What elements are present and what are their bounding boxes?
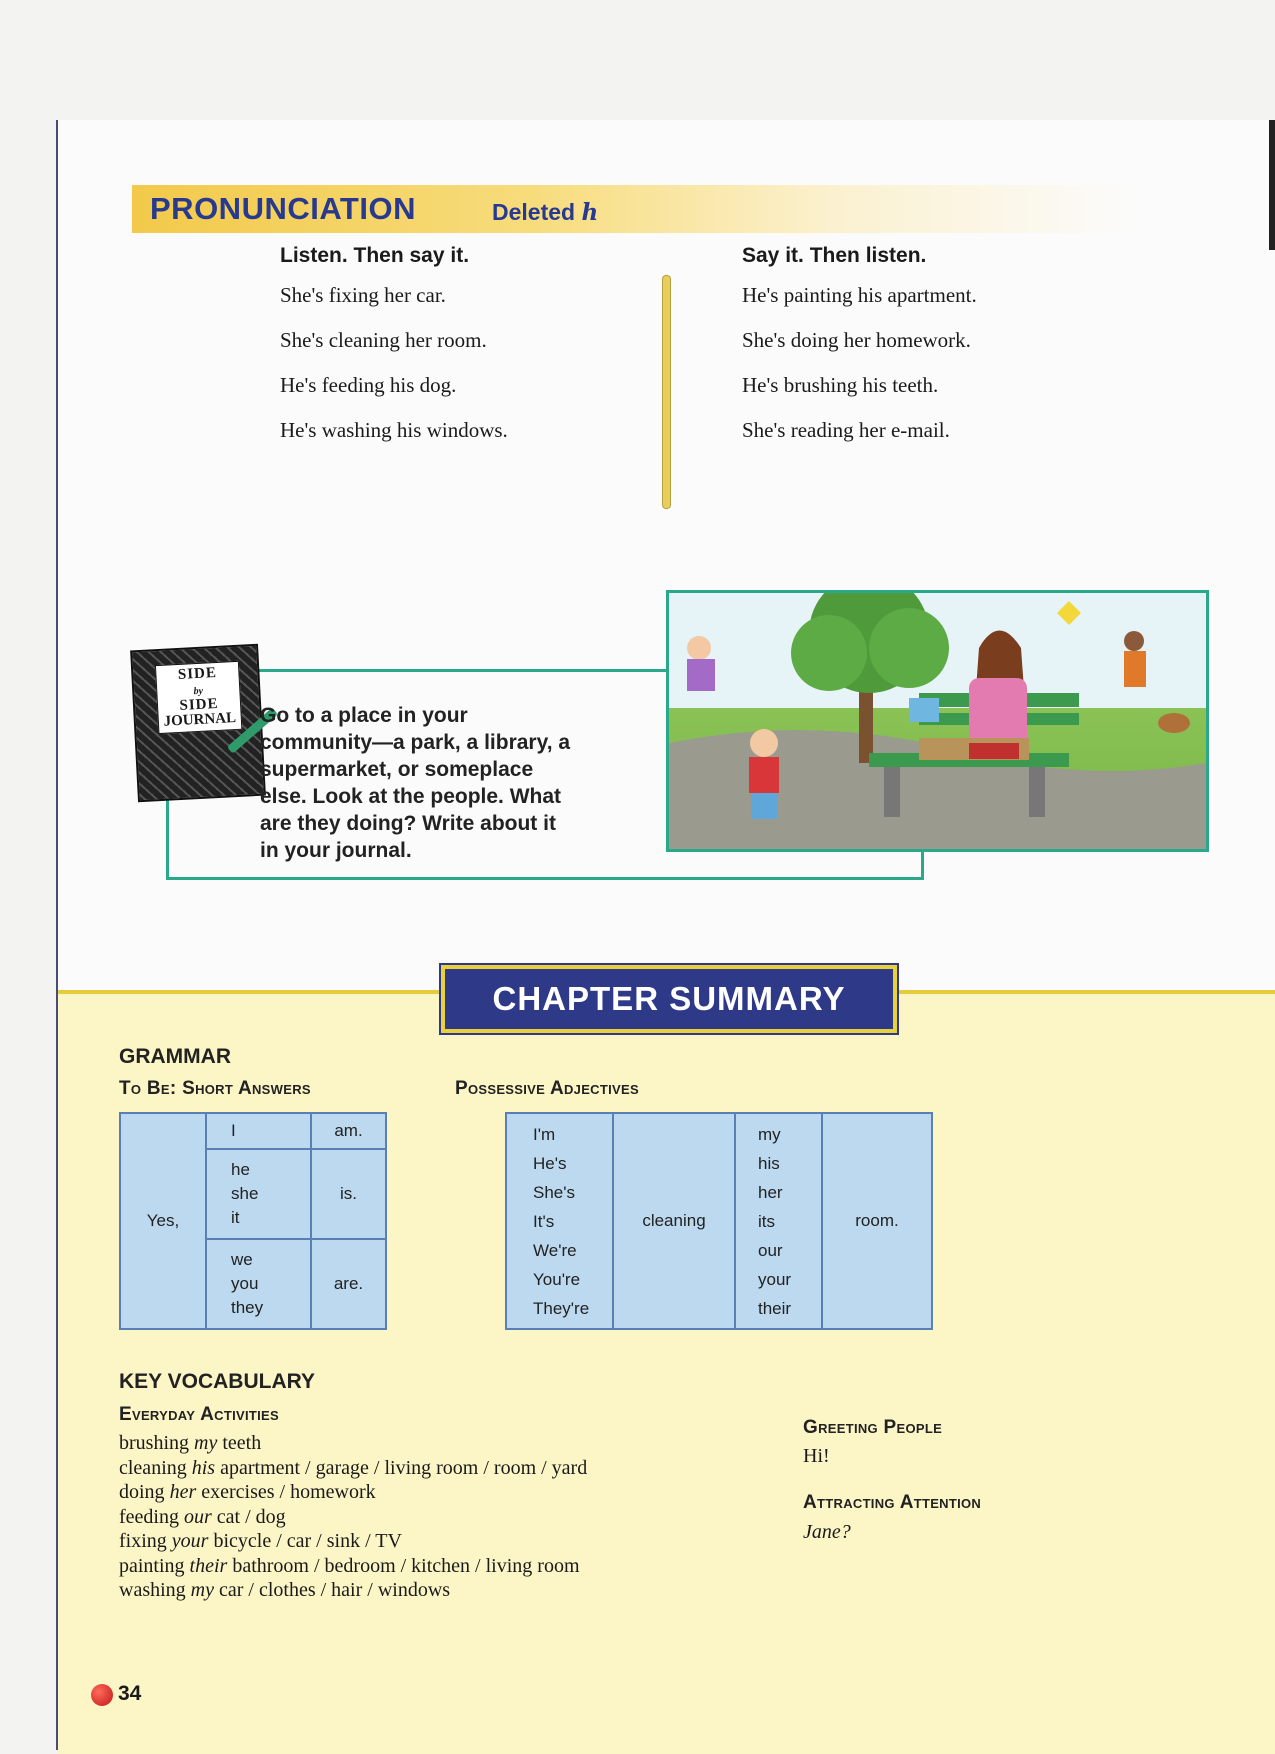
park-scene-illustration (666, 590, 1209, 852)
subject-shes: She's (533, 1182, 575, 1202)
vocab-objects: teeth (217, 1432, 262, 1454)
page-marker-icon (91, 1684, 113, 1706)
book-on-bench (969, 743, 1019, 759)
attracting-text: Jane? (803, 1521, 851, 1543)
right-column-heading: Say it. Then listen. (742, 244, 927, 267)
adj-his: his (758, 1153, 780, 1173)
boy-shorts (751, 793, 777, 819)
short-answers-table (119, 1112, 387, 1330)
bench-leg-2 (1029, 767, 1045, 817)
object-room: room. (822, 1113, 932, 1329)
vocab-verb: feeding (119, 1505, 184, 1528)
possessive-title: Possessive Adjectives (455, 1078, 639, 1099)
woman-shirt (969, 678, 1027, 748)
vocab-item (119, 1554, 587, 1579)
verb-am: am. (311, 1113, 386, 1149)
pronunciation-subtitle (492, 199, 598, 226)
bench-leg (884, 767, 900, 817)
man-shirt (1124, 651, 1146, 687)
page-number (118, 1682, 141, 1706)
greeting-people-title: Greeting People (803, 1417, 943, 1438)
girl-shirt (687, 659, 715, 691)
adj-their: their (758, 1298, 792, 1318)
vocab-possessive: his (191, 1456, 216, 1479)
verb-are: are. (311, 1239, 386, 1329)
adj-her: her (758, 1182, 783, 1202)
journal-label-by: by (193, 685, 204, 698)
grammar-heading: GRAMMAR (119, 1045, 231, 1068)
right-line-1: He's painting his apartment. (742, 283, 977, 307)
possessive-table (505, 1112, 933, 1330)
vocab-verb: brushing (119, 1432, 194, 1454)
pronunciation-banner (132, 185, 1132, 233)
adj-our: our (758, 1240, 783, 1260)
pronunciation-title: PRONUNCIATION (150, 191, 416, 226)
verb-cleaning: cleaning (613, 1113, 735, 1329)
subjects-he-she-it: he she it (206, 1149, 311, 1239)
adj-your: your (758, 1269, 792, 1289)
subtitle-prefix: Deleted (492, 199, 576, 225)
subtitle-letter: h (581, 199, 599, 226)
subject-i: I (206, 1113, 311, 1149)
left-line-3: He's feeding his dog. (280, 373, 457, 397)
journal-notebook-icon (130, 644, 266, 802)
vocab-possessive: their (189, 1554, 228, 1577)
right-line-2: She's doing her homework. (742, 328, 971, 352)
chapter-summary-banner: CHAPTER SUMMARY (441, 965, 897, 1033)
page-number-text: 34 (118, 1682, 142, 1705)
subject-im: I'm (533, 1124, 556, 1144)
vocab-verb: cleaning (119, 1456, 192, 1479)
vocab-possessive: our (183, 1505, 212, 1528)
man-head (1124, 631, 1144, 651)
vocab-objects: bicycle / car / sink / TV (208, 1530, 402, 1552)
kite (1057, 601, 1081, 625)
left-line-1: She's fixing her car. (280, 283, 446, 307)
possessive-adjectives (735, 1113, 822, 1329)
vocab-verb: painting (119, 1554, 190, 1577)
column-divider (662, 275, 671, 509)
vocab-possessive: her (169, 1481, 197, 1503)
left-line-2: She's cleaning her room. (280, 328, 487, 352)
subjects-we-you-they: we you they (206, 1239, 311, 1329)
subject-hes: He's (533, 1153, 567, 1173)
dog (1158, 713, 1190, 733)
park-scene-svg (669, 593, 1206, 849)
vocab-item (119, 1480, 587, 1505)
vocab-item (119, 1456, 587, 1481)
scan-edge (1269, 120, 1275, 250)
textbook-page (56, 120, 1275, 1750)
vocab-verb: washing (119, 1579, 191, 1601)
vocab-possessive: my (194, 1432, 218, 1454)
greeting-text: Hi! (803, 1445, 830, 1467)
book-reading (909, 698, 939, 722)
vocab-item (119, 1505, 587, 1530)
subject-its: It's (533, 1211, 555, 1231)
journal-prompt: Go to a place in your community—a park, a library, a supermarket, or someplace else. Look at the people. What are they doing? Write about it in your journal. (260, 704, 571, 862)
vocab-verb: doing (119, 1481, 170, 1503)
right-line-4: She's reading her e-mail. (742, 418, 950, 442)
vocab-item (119, 1431, 587, 1456)
everyday-activities-list (119, 1431, 587, 1603)
adj-my: my (758, 1124, 781, 1144)
adj-its: its (758, 1211, 775, 1231)
verb-is: is. (311, 1149, 386, 1239)
journal-label (155, 661, 242, 734)
boy-shirt (749, 757, 779, 793)
journal-label-side: SIDE (177, 664, 218, 683)
everyday-activities-title: Everyday Activities (119, 1404, 279, 1425)
boy-head (750, 729, 778, 757)
possessive-subjects (506, 1113, 613, 1329)
tree-canopy-right (869, 608, 949, 688)
short-answers-title: To Be: Short Answers (119, 1078, 311, 1099)
key-vocabulary-heading: KEY VOCABULARY (119, 1370, 316, 1393)
attracting-attention-title: Attracting Attention (803, 1492, 982, 1513)
vocab-objects: cat / dog (211, 1505, 286, 1528)
girl-head (687, 636, 711, 660)
tree-canopy-left (791, 615, 867, 691)
vocab-item (119, 1578, 587, 1603)
yes-cell: Yes, (120, 1113, 206, 1329)
vocab-objects: exercises / homework (196, 1481, 376, 1503)
vocab-objects: apartment / garage / living room / room / yard (215, 1456, 588, 1479)
subject-theyre: They're (533, 1298, 590, 1318)
subject-were: We're (533, 1240, 577, 1260)
subject-youre: You're (533, 1269, 581, 1289)
vocab-verb: fixing (119, 1530, 172, 1552)
journal-label-side-2: SIDE (179, 695, 219, 714)
right-line-3: He's brushing his teeth. (742, 373, 939, 397)
vocab-possessive: my (190, 1579, 214, 1601)
vocab-item (119, 1529, 587, 1554)
left-line-4: He's washing his windows. (280, 418, 508, 442)
vocab-objects: bathroom / bedroom / kitchen / living room (227, 1554, 580, 1577)
journal-label-journal: JOURNAL (163, 710, 237, 730)
vocab-possessive: your (171, 1530, 209, 1552)
left-column-heading: Listen. Then say it. (280, 244, 470, 267)
vocab-objects: car / clothes / hair / windows (214, 1579, 451, 1601)
